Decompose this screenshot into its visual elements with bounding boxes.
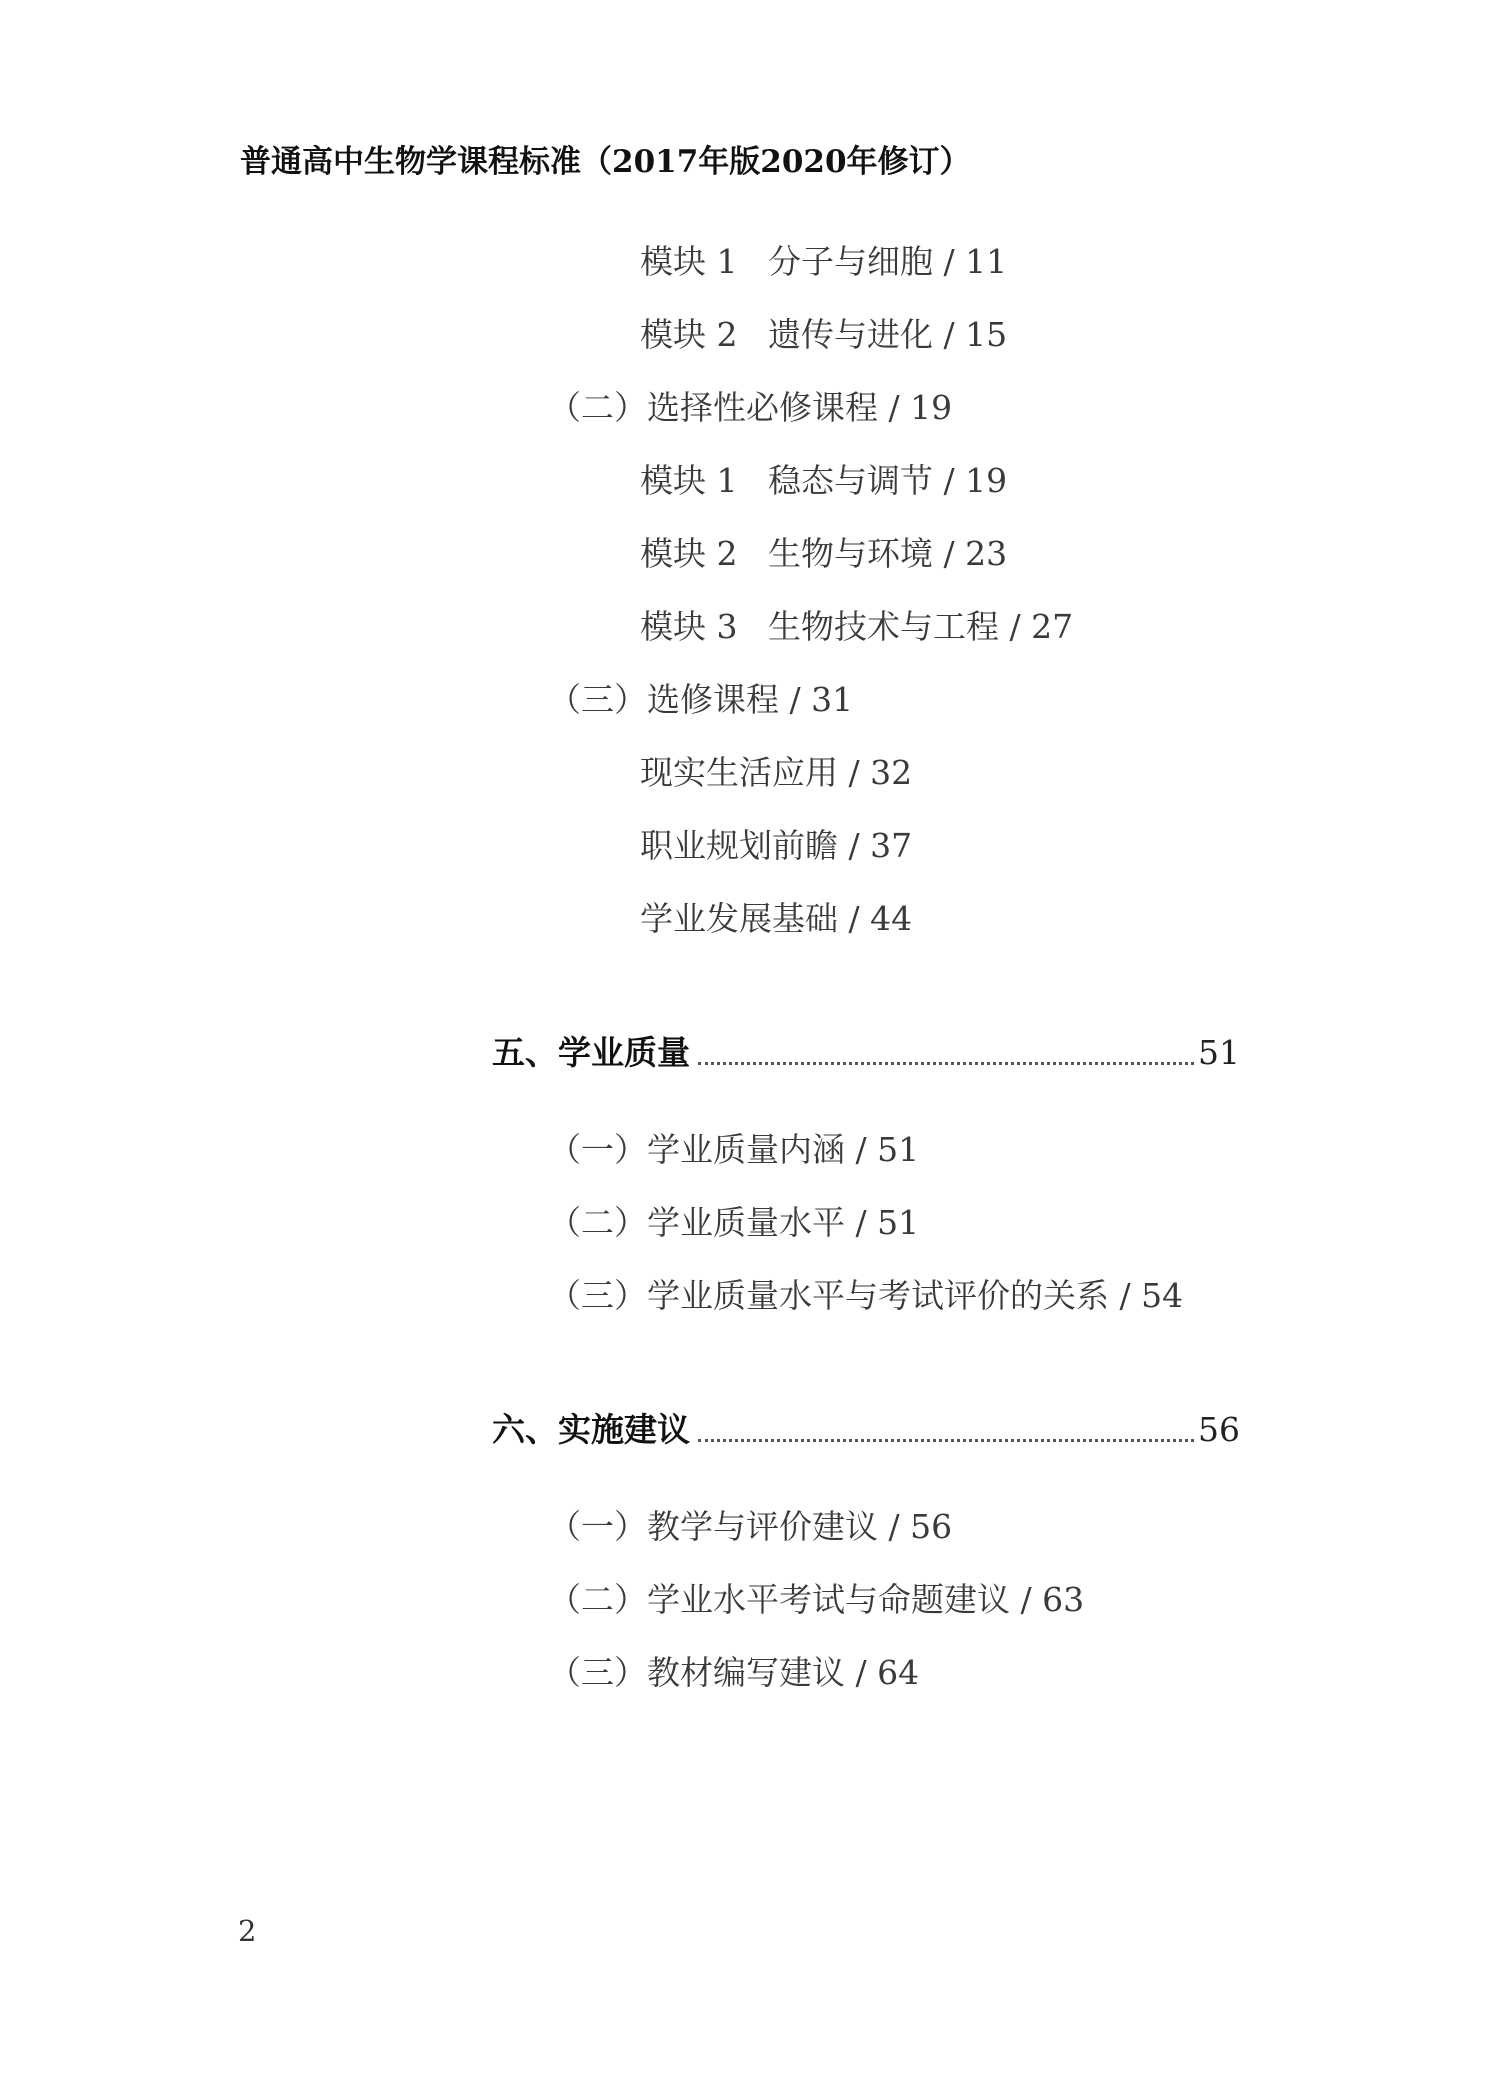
toc-entry-quality-exam-relation[interactable]: （三）学业质量水平与考试评价的关系 ∕ 54: [548, 1276, 1184, 1315]
chapter-page-number: 51: [1198, 1033, 1240, 1072]
toc-entry-module-1-cell[interactable]: [640, 240, 1007, 284]
toc-entry-exam-proposition[interactable]: （二）学业水平考试与命题建议 ∕ 63: [548, 1580, 1085, 1619]
toc-entry-section-elective-required[interactable]: （二）选择性必修课程 ∕ 19: [548, 388, 953, 427]
module-text: 生物技术与工程 ∕ 27: [768, 607, 1074, 646]
toc-chapter-implementation[interactable]: [492, 1408, 1240, 1452]
dot-leader: [698, 1062, 1194, 1065]
toc-entry-section-elective[interactable]: （三）选修课程 ∕ 31: [548, 680, 854, 719]
toc-entry-teaching-evaluation[interactable]: （一）教学与评价建议 ∕ 56: [548, 1507, 953, 1546]
chapter-page-number: 56: [1198, 1410, 1240, 1449]
dot-leader: [698, 1439, 1194, 1442]
toc-chapter-academic-quality[interactable]: [492, 1031, 1240, 1075]
toc-entry-academic-foundation[interactable]: 学业发展基础 ∕ 44: [640, 899, 913, 938]
page-number: 2: [238, 1914, 257, 1948]
toc-entry-quality-connotation[interactable]: （一）学业质量内涵 ∕ 51: [548, 1130, 920, 1169]
module-label: 模块 1: [640, 461, 738, 500]
toc-entry-quality-levels[interactable]: （二）学业质量水平 ∕ 51: [548, 1203, 920, 1242]
module-label: 模块 2: [640, 534, 738, 573]
toc-entry-module-2-environment[interactable]: [640, 532, 1007, 576]
module-text: 稳态与调节 ∕ 19: [768, 461, 1008, 500]
module-text: 遗传与进化 ∕ 15: [768, 315, 1008, 354]
module-text: 生物与环境 ∕ 23: [768, 534, 1008, 573]
toc-entry-module-1-homeostasis[interactable]: [640, 459, 1007, 503]
module-text: 分子与细胞 ∕ 11: [768, 242, 1008, 281]
running-header: 普通高中生物学课程标准（2017年版2020年修订）: [240, 144, 971, 180]
module-label: 模块 3: [640, 607, 738, 646]
toc-entry-real-life-application[interactable]: 现实生活应用 ∕ 32: [640, 753, 913, 792]
toc-entry-textbook-writing[interactable]: （三）教材编写建议 ∕ 64: [548, 1653, 920, 1692]
toc-entry-career-planning[interactable]: 职业规划前瞻 ∕ 37: [640, 826, 913, 865]
module-label: 模块 1: [640, 242, 738, 281]
chapter-title: 五、学业质量: [492, 1033, 690, 1072]
toc-entry-module-3-biotech[interactable]: [640, 605, 1073, 649]
toc-entry-module-2-genetics[interactable]: [640, 313, 1007, 357]
module-label: 模块 2: [640, 315, 738, 354]
chapter-title: 六、实施建议: [492, 1410, 690, 1449]
